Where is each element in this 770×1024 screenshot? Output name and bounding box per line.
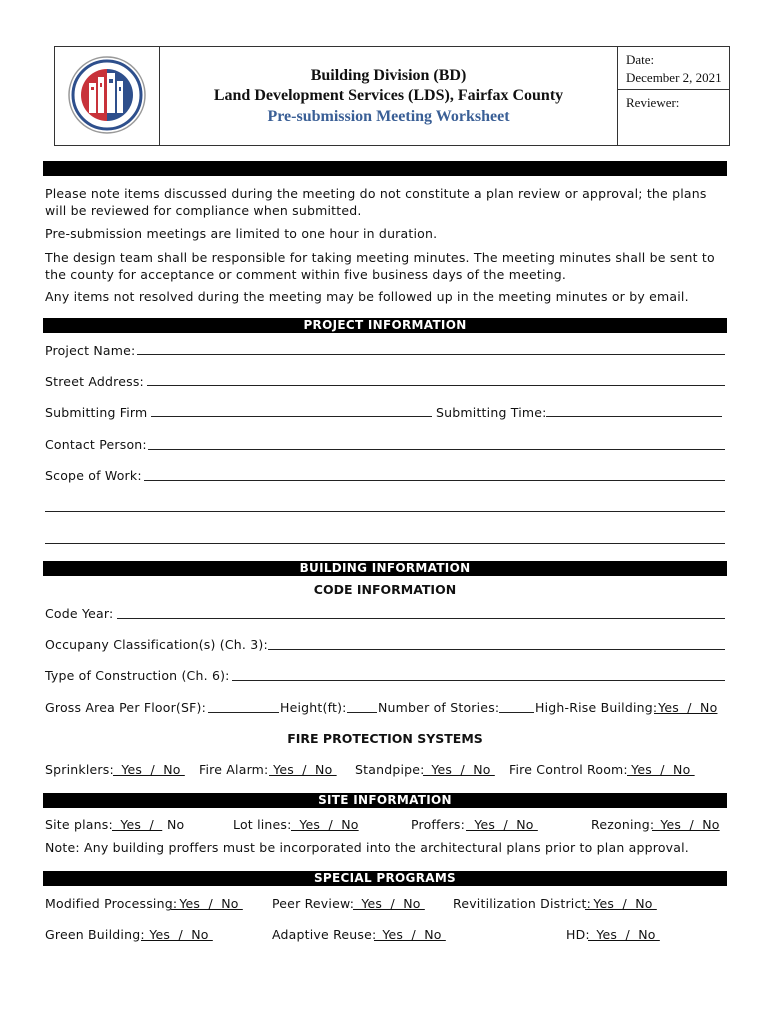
rezoning-label: Rezoning: <box>591 817 655 832</box>
type-of-construction-label: Type of Construction (Ch. 6): <box>45 668 230 683</box>
project-name-label: Project Name: <box>45 343 136 358</box>
section-building-information: BUILDING INFORMATION <box>43 561 727 576</box>
department-title: Land Development Services (LDS), Fairfax County <box>213 87 564 104</box>
code-year-field[interactable] <box>117 618 725 619</box>
height-field[interactable] <box>347 712 377 713</box>
header-title-cell <box>160 47 618 145</box>
proffers-options[interactable]: Yes / No <box>466 817 538 832</box>
hd-options[interactable]: Yes / No <box>588 927 660 942</box>
logo-cell <box>55 47 160 145</box>
submitting-firm-field[interactable] <box>151 416 432 417</box>
occupancy-classification-field[interactable] <box>268 649 725 650</box>
scope-of-work-label: Scope of Work: <box>45 468 142 483</box>
reviewer-label[interactable]: Reviewer: <box>626 95 680 110</box>
intro-note-3: The design team shall be responsible for taking meeting minutes. The meeting minutes shall be sent to the county for acceptance or comment within five business days of the meeting. <box>45 250 715 282</box>
section-site-information: SITE INFORMATION <box>43 793 727 808</box>
adaptive-reuse-label: Adaptive Reuse: <box>272 927 377 942</box>
lot-lines-options[interactable]: Yes / No <box>291 817 359 832</box>
section-project-information: PROJECT INFORMATION <box>43 318 727 333</box>
gross-area-field[interactable] <box>208 712 279 713</box>
submitting-time-field[interactable] <box>546 416 722 417</box>
contact-person-field[interactable] <box>148 449 725 450</box>
fire-control-room-label: Fire Control Room: <box>509 762 628 777</box>
rezoning-options[interactable]: Yes / No <box>652 817 720 832</box>
submitting-firm-label: Submitting Firm <box>45 405 148 420</box>
contact-person-label: Contact Person: <box>45 437 147 452</box>
modified-processing-options[interactable]: Yes / No <box>171 896 243 911</box>
date-label: Date: <box>626 52 655 67</box>
division-title: Building Division (BD) <box>310 67 467 84</box>
fairfax-county-seal-logo <box>67 55 147 135</box>
number-of-stories-label: Number of Stories: <box>378 700 500 715</box>
gross-area-label: Gross Area Per Floor(SF): <box>45 700 207 715</box>
fire-protection-heading: FIRE PROTECTION SYSTEMS <box>287 731 483 746</box>
site-plans-label: Site plans: <box>45 817 113 832</box>
fire-control-room-options[interactable]: Yes / No <box>627 762 695 777</box>
section-special-programs: SPECIAL PROGRAMS <box>43 871 727 886</box>
sprinklers-label: Sprinklers: <box>45 762 114 777</box>
modified-processing-label: Modified Processing: <box>45 896 178 911</box>
fire-alarm-label: Fire Alarm: <box>199 762 269 777</box>
lot-lines-label: Lot lines: <box>233 817 292 832</box>
type-of-construction-field[interactable] <box>232 680 725 681</box>
adaptive-reuse-options[interactable]: Yes / No <box>374 927 446 942</box>
sprinklers-options[interactable]: Yes / No <box>113 762 185 777</box>
scope-of-work-field[interactable] <box>144 480 725 481</box>
header-divider-bar <box>43 161 727 176</box>
intro-note-2: Pre-submission meetings are limited to one hour in duration. <box>45 226 438 241</box>
code-year-label: Code Year: <box>45 606 114 621</box>
header-table <box>54 46 730 146</box>
street-address-field[interactable] <box>147 385 725 386</box>
hd-label: HD: <box>566 927 590 942</box>
green-building-options[interactable]: Yes / No <box>141 927 213 942</box>
street-address-label: Street Address: <box>45 374 144 389</box>
peer-review-label: Peer Review: <box>272 896 355 911</box>
proffers-label: Proffers: <box>411 817 465 832</box>
occupancy-classification-label: Occupany Classification(s) (Ch. 3): <box>45 637 268 652</box>
scope-of-work-line-2[interactable] <box>45 511 725 512</box>
revitalization-district-options[interactable]: Yes / No <box>585 896 657 911</box>
intro-note-4: Any items not resolved during the meeting may be followed up in the meeting minutes or by email. <box>45 289 689 304</box>
peer-review-options[interactable]: Yes / No <box>353 896 425 911</box>
submitting-time-label: Submitting Time: <box>436 405 547 420</box>
height-label: Height(ft): <box>280 700 347 715</box>
worksheet-title: Pre-submission Meeting Worksheet <box>267 108 510 125</box>
intro-note-1: Please note items discussed during the meeting do not constitute a plan review or approval; the plans will be reviewed for compliance when submitted. <box>45 186 707 218</box>
scope-of-work-line-3[interactable] <box>45 543 725 544</box>
high-rise-building-label: High-Rise Building: <box>535 700 658 715</box>
green-building-label: Green Building: <box>45 927 145 942</box>
standpipe-label: Standpipe: <box>355 762 425 777</box>
fire-alarm-options[interactable]: Yes / No <box>269 762 337 777</box>
revitalization-district-label: Revitilization District: <box>453 896 592 911</box>
high-rise-building-options[interactable]: Yes / No <box>654 700 718 715</box>
code-information-heading: CODE INFORMATION <box>313 582 457 597</box>
date-value[interactable]: December 2, 2021 <box>626 70 722 85</box>
site-plans-options[interactable]: Yes / <box>112 817 163 832</box>
header-date-cell <box>618 47 729 145</box>
project-name-field[interactable] <box>137 354 725 355</box>
standpipe-options[interactable]: Yes / No <box>423 762 495 777</box>
site-plans-no[interactable]: No <box>167 817 185 832</box>
number-of-stories-field[interactable] <box>499 712 534 713</box>
proffers-note: Note: Any building proffers must be incorporated into the architectural plans prior to plan approval. <box>45 840 689 855</box>
